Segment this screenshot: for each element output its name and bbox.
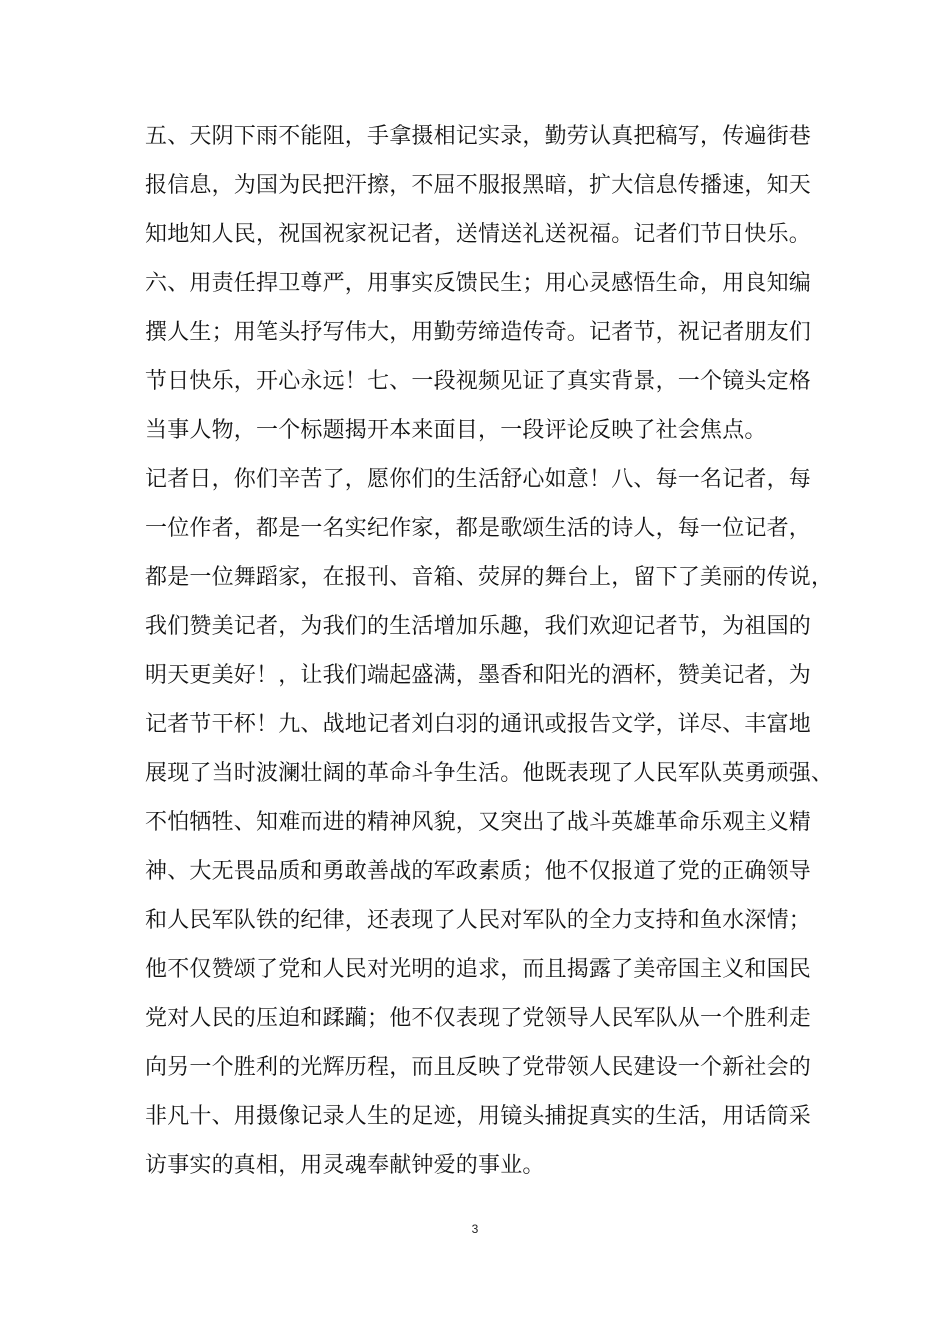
text-line: 六、用责任捍卫尊严，用事实反馈民生；用心灵感悟生命，用良知编 — [145, 271, 812, 296]
text-line: 他不仅赞颂了党和人民对光明的追求，而且揭露了美帝国主义和国民 — [145, 957, 812, 982]
body-text — [145, 112, 834, 1190]
page-number: 3 — [471, 1222, 479, 1236]
text-line: 记者节干杯！九、战地记者刘白羽的通讯或报告文学，详尽、丰富地 — [145, 712, 812, 737]
text-line: 和人民军队铁的纪律，还表现了人民对军队的全力支持和鱼水深情； — [145, 908, 812, 933]
text-line: 一位作者，都是一名实纪作家，都是歌颂生活的诗人，每一位记者， — [145, 516, 812, 541]
text-line: 神、大无畏品质和勇敢善战的军政素质；他不仅报道了党的正确领导 — [145, 859, 812, 884]
text-line: 我们赞美记者，为我们的生活增加乐趣，我们欢迎记者节，为祖国的 — [145, 614, 812, 639]
text-line: 非凡十、用摄像记录人生的足迹，用镜头捕捉真实的生活，用话筒采 — [145, 1104, 812, 1129]
text-line: 节日快乐，开心永远！七、一段视频见证了真实背景，一个镜头定格 — [145, 369, 812, 394]
text-line: 向另一个胜利的光辉历程，而且反映了党带领人民建设一个新社会的 — [145, 1055, 812, 1080]
text-line: 撰人生；用笔头抒写伟大，用勤劳缔造传奇。记者节，祝记者朋友们 — [145, 320, 812, 345]
text-line: 报信息，为国为民把汗擦，不屈不服报黑暗，扩大信息传播速，知天 — [145, 173, 812, 198]
text-line: 记者日，你们辛苦了，愿你们的生活舒心如意！八、每一名记者，每 — [145, 467, 812, 492]
text-line: 知地知人民，祝国祝家祝记者，送情送礼送祝福。记者们节日快乐。 — [145, 222, 812, 247]
text-line: 党对人民的压迫和蹂躏；他不仅表现了党领导人民军队从一个胜利走 — [145, 1006, 812, 1031]
text-line: 访事实的真相，用灵魂奉献钟爱的事业。 — [145, 1153, 545, 1178]
text-line: 都是一位舞蹈家，在报刊、音箱、荧屏的舞台上，留下了美丽的传说， — [145, 565, 834, 590]
text-line: 五、天阴下雨不能阻，手拿摄相记实录，勤劳认真把稿写，传遍街巷 — [145, 124, 812, 149]
text-line: 明天更美好！，让我们端起盛满，墨香和阳光的酒杯，赞美记者，为 — [145, 663, 812, 688]
text-line: 不怕牺牲、知难而进的精神风貌，又突出了战斗英雄革命乐观主义精 — [145, 810, 812, 835]
text-line: 展现了当时波澜壮阔的革命斗争生活。他既表现了人民军队英勇顽强、 — [145, 761, 834, 786]
text-line: 当事人物，一个标题揭开本来面目，一段评论反映了社会焦点。 — [145, 418, 767, 443]
